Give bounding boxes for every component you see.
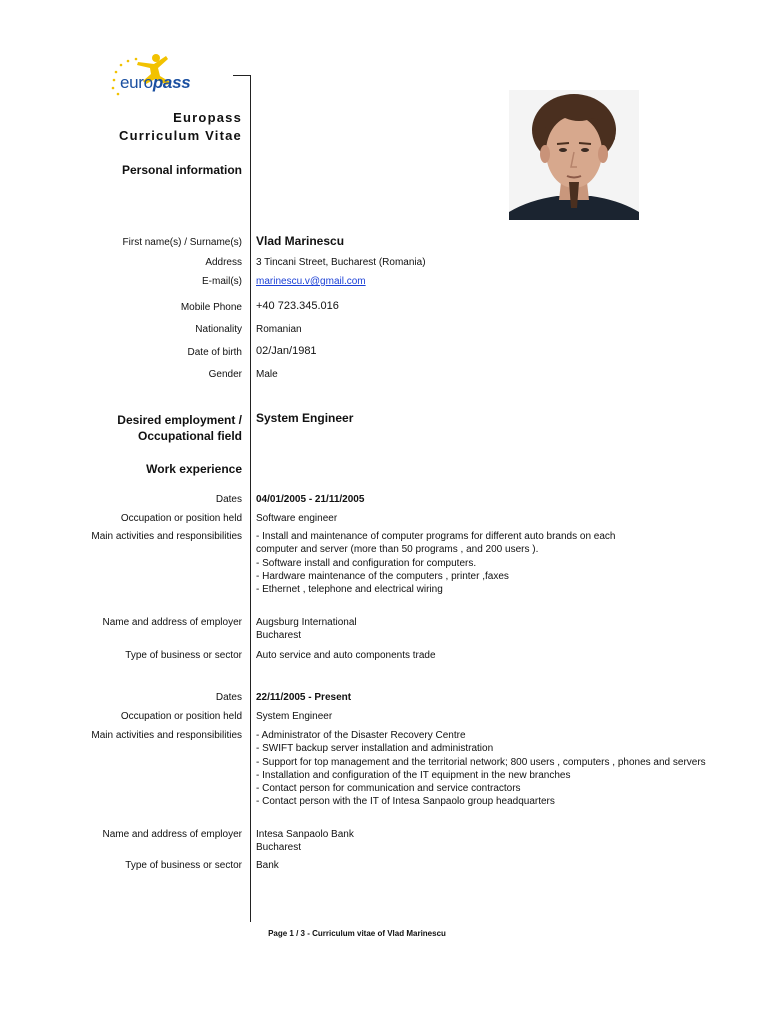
divider-tick: [233, 75, 250, 76]
job1-activity-line: - Software install and configuration for computers.: [256, 557, 477, 569]
job1-activity-line: - Install and maintenance of computer programs for different auto brands on each: [256, 531, 616, 542]
job1-business: Auto service and auto components trade: [256, 650, 436, 661]
name-label: First name(s) / Surname(s): [122, 237, 242, 248]
job2-occupation-label: Occupation or position held: [120, 711, 242, 722]
nationality-label: Nationality: [195, 324, 242, 335]
page-footer: Page 1 / 3 - Curriculum vitae of Vlad Marinescu: [268, 929, 446, 938]
dob-label: Date of birth: [187, 347, 242, 358]
job2-dates: 22/11/2005 - Present: [256, 692, 352, 703]
job2-activities-label: Main activities and responsibilities: [91, 730, 242, 741]
job1-business-label: Type of business or sector: [125, 650, 242, 661]
email-link[interactable]: marinescu.v@gmail.com: [256, 276, 366, 287]
job1-employer: Augsburg International Bucharest: [256, 617, 357, 642]
nationality-value: Romanian: [256, 324, 302, 335]
job2-activity-line: - Support for top management and the territorial network; 800 users , computers , phones and servers: [256, 756, 706, 768]
cv-title: [119, 109, 242, 145]
job2-occupation: System Engineer: [256, 711, 333, 722]
job2-activity-line: - Contact person for communication and service contractors: [256, 783, 521, 795]
job2-dates-label: Dates: [215, 692, 242, 703]
job2-activities: [256, 729, 706, 809]
job2-activity-line: - Contact person with the IT of Intesa Sanpaolo group headquarters: [256, 796, 555, 808]
email-value: [256, 275, 366, 288]
gender-value: Male: [256, 369, 278, 380]
job1-occupation: Software engineer: [256, 513, 338, 524]
job2-employer-label: Name and address of employer: [102, 829, 242, 840]
job1-occupation-label: Occupation or position held: [120, 513, 242, 524]
desired-employment-value: System Engineer: [256, 411, 354, 425]
job2-business-label: Type of business or sector: [125, 860, 242, 871]
dob-value: 02/Jan/1981: [256, 345, 317, 357]
job1-activities-label: Main activities and responsibilities: [91, 531, 242, 542]
job1-employer-label: Name and address of employer: [102, 617, 242, 628]
job2-activity-line: - Installation and configuration of the IT equipment in the new branches: [256, 769, 571, 781]
job2-business: Bank: [256, 860, 279, 871]
job2-employer: Intesa Sanpaolo Bank Bucharest: [256, 829, 354, 854]
desired-employment-heading: Desired employment / Occupational field: [117, 413, 242, 443]
column-divider: [250, 75, 251, 922]
profile-photo: [509, 90, 639, 220]
cv-title-line2: Curriculum Vitae: [119, 128, 242, 143]
job1-activity-line: - Hardware maintenance of the computers , printer ,faxes: [256, 570, 509, 582]
full-name: Vlad Marinescu: [256, 234, 345, 248]
gender-label: Gender: [208, 369, 242, 380]
job2-activity-line: - Administrator of the Disaster Recovery Centre: [256, 730, 466, 741]
job1-dates: 04/01/2005 - 21/11/2005: [256, 494, 365, 505]
job2-activity-line: - SWIFT backup server installation and administration: [256, 743, 494, 755]
europass-logo: [108, 52, 198, 100]
cv-title-line1: Europass: [173, 110, 242, 125]
job1-activity-line: computer and server (more than 50 programs , and 200 users ).: [256, 544, 539, 556]
job1-activity-line: - Ethernet , telephone and electrical wiring: [256, 584, 443, 596]
mobile-value: +40 723.345.016: [256, 300, 339, 312]
address-label: Address: [205, 257, 242, 268]
personal-information-heading: Personal information: [121, 163, 242, 177]
email-label: E-mail(s): [202, 276, 242, 287]
job1-dates-label: Dates: [215, 494, 242, 505]
europass-wordmark: europass: [120, 73, 191, 92]
mobile-label: Mobile Phone: [180, 302, 242, 313]
work-experience-heading: Work experience: [146, 462, 242, 476]
address-value: 3 Tincani Street, Bucharest (Romania): [256, 257, 426, 268]
job1-activities: [256, 530, 615, 596]
